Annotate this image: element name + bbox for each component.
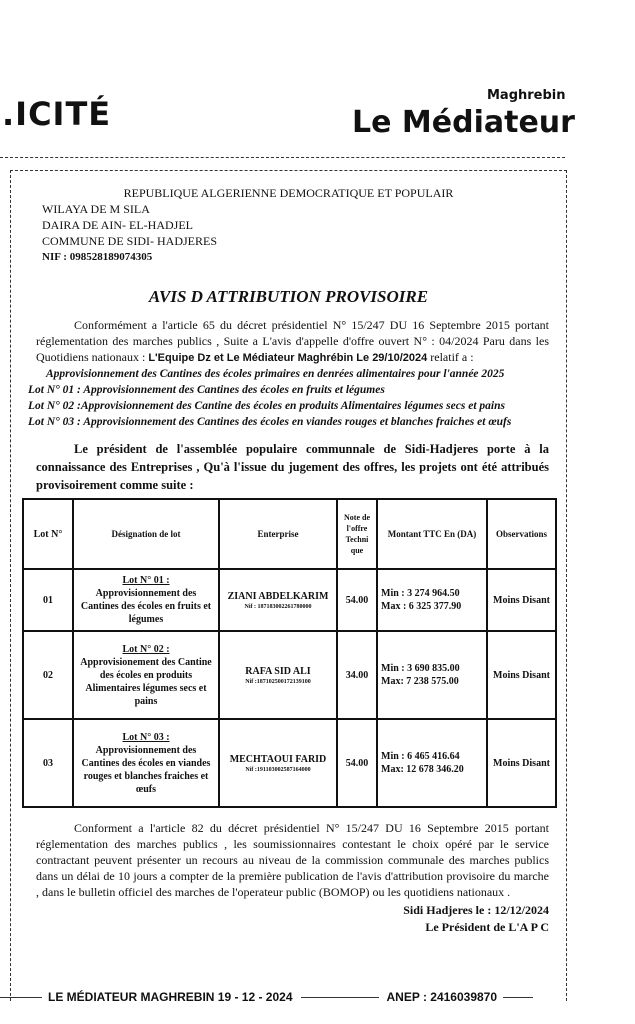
- intro-text: Conformément a l'article 65 du décret présidentiel N° 15/247 DU 16 Septembre 2015 portant réglementation des marches publics , Suite a L'avis d'appelle d'offre ouvert N° : 04/2024 Paru dans les Quotidiens nationaux :: [36, 318, 549, 364]
- amount-max: Max : 6 325 377.90: [381, 601, 462, 612]
- table-row: [23, 719, 556, 807]
- col-montant: Montant TTC En (DA): [377, 499, 487, 569]
- intro-paragraph: [22, 317, 555, 366]
- objects-list: [22, 366, 555, 430]
- company-name: MECHTAOUI FARID: [229, 753, 327, 765]
- company-nif: Nif : 187183002261780000: [244, 603, 312, 610]
- amount: [377, 719, 487, 807]
- enterprise: [219, 569, 337, 631]
- signature-date: Sidi Hadjeres le : 12/12/2024: [403, 903, 549, 917]
- company-name: RAFA SID ALI: [245, 665, 311, 677]
- footer-anep: ANEP : 2416039870: [386, 990, 498, 1004]
- amount-max: Max: 7 238 575.00: [381, 676, 459, 687]
- observation: Moins Disant: [487, 719, 556, 807]
- amount: [377, 569, 487, 631]
- lot-number: 02: [23, 631, 73, 719]
- company-name: ZIANI ABDELKARIM: [227, 590, 329, 602]
- footer-rule: [301, 997, 379, 998]
- amount-min: Min : 6 465 416.64: [381, 751, 460, 762]
- col-lot: Lot N°: [23, 499, 73, 569]
- object-lot-1: Lot N° 01 : Approvisionnement des Cantines des écoles en fruits et légumes: [28, 384, 385, 396]
- designation: [73, 569, 219, 631]
- object-main: Approvisionnement des Cantines des écoles primaires en denrées alimentaires pour l'année 2025: [46, 368, 505, 380]
- signature-role: Le Président de L'A P C: [425, 920, 549, 934]
- lot-number: 03: [23, 719, 73, 807]
- notice-title: AVIS D ATTRIBUTION PROVISOIRE: [148, 287, 429, 306]
- masthead-logo: Le Médiateur: [352, 105, 575, 140]
- enterprise: [219, 631, 337, 719]
- lot-label: Lot N° 03 :: [122, 731, 170, 743]
- daira: DAIRA DE AIN- EL-HADJEL: [42, 218, 193, 232]
- footer-rule: [503, 997, 533, 998]
- section-title: .ICITÉ: [2, 95, 112, 133]
- issuer-block: [22, 201, 555, 265]
- designation: [73, 631, 219, 719]
- designation-text: Approvisionement des Cantine des écoles en produits Alimentaires légumes secs et pains: [80, 656, 212, 707]
- signature-block: [22, 902, 555, 936]
- designation-text: Approvisionnement des Cantines des écoles en viandes rouges et blanches fraiches et œufs: [81, 744, 211, 795]
- col-observations: Observations: [487, 499, 556, 569]
- republic-heading: REPUBLIQUE ALGERIENNE DEMOCRATIQUE ET POPULAIR: [123, 186, 454, 200]
- object-lot-2: Lot N° 02 :Approvisionnement des Cantine des écoles en produits Alimentaires légumes secs et pains: [28, 400, 505, 412]
- table-header: [23, 499, 556, 569]
- footer-paper: LE MÉDIATEUR MAGHREBIN 19 - 12 - 2024: [48, 990, 293, 1004]
- note: 54.00: [337, 719, 377, 807]
- masthead-subtitle: Maghrebin: [487, 88, 566, 103]
- closing-paragraph: Conforment a l'article 82 du décret présidentiel N° 15/247 DU 16 Septembre 2015 portant réglementation des marches publics , les soumissionnaires contestant le choix opéré par le service contractant peuvent présenter un recours au niveau de la commission communale des marches publics dans un délai de 10 jours a compter de la première publication de l'avis d'attribution provisoire du marche , dans le bulletin officiel des marches de l'operateur public (BOMOP) ou les quotidiens nationaux .: [36, 821, 549, 899]
- enterprise: [219, 719, 337, 807]
- amount-max: Max: 12 678 346.20: [381, 764, 464, 775]
- amount: [377, 631, 487, 719]
- table-row: [23, 569, 556, 631]
- intro-papers: L'Equipe Dz et Le Médiateur Maghrébin Le 29/10/2024: [148, 352, 428, 364]
- col-enterprise: Enterprise: [219, 499, 337, 569]
- lot-label: Lot N° 01 :: [122, 575, 170, 586]
- note: 34.00: [337, 631, 377, 719]
- nif: NIF : 098528189074305: [42, 251, 153, 263]
- col-note: Note de l'offre Techni que: [337, 499, 377, 569]
- notice-body: [22, 185, 555, 936]
- note: 54.00: [337, 569, 377, 631]
- divider: [0, 157, 565, 158]
- lot-number: 01: [23, 569, 73, 631]
- table-row: [23, 631, 556, 719]
- designation: [73, 719, 219, 807]
- announcement: Le président de l'assemblée populaire communnale de Sidi-Hadjeres porte à la connaissance des Entreprises , Qu'à l'issue du jugement des offres, les projets ont été attribués provisoirement comme suite :: [36, 442, 549, 492]
- footer-rule: [0, 997, 42, 998]
- company-nif: Nif :187102500172139100: [245, 678, 311, 685]
- footer: [0, 990, 575, 1004]
- col-designation: Désignation de lot: [73, 499, 219, 569]
- designation-text: Approvisionnement des Cantines des écoles en fruits et légumes: [80, 588, 212, 625]
- object-lot-3: Lot N° 03 : Approvisionnement des Cantines des écoles en viandes rouges et blanches fraiches et œufs: [28, 416, 512, 428]
- amount-min: Min : 3 274 964.50: [381, 588, 460, 599]
- commune: COMMUNE DE SIDI- HADJERES: [42, 234, 218, 248]
- amount-min: Min : 3 690 835.00: [381, 663, 460, 674]
- observation: Moins Disant: [487, 631, 556, 719]
- lot-label: Lot N° 02 :: [122, 643, 170, 655]
- intro-tail: relatif a :: [427, 350, 474, 364]
- company-nif: Nif :191103002587164000: [245, 766, 311, 773]
- observation: Moins Disant: [487, 569, 556, 631]
- attribution-table: [22, 498, 557, 808]
- wilaya: WILAYA DE M SILA: [42, 202, 150, 216]
